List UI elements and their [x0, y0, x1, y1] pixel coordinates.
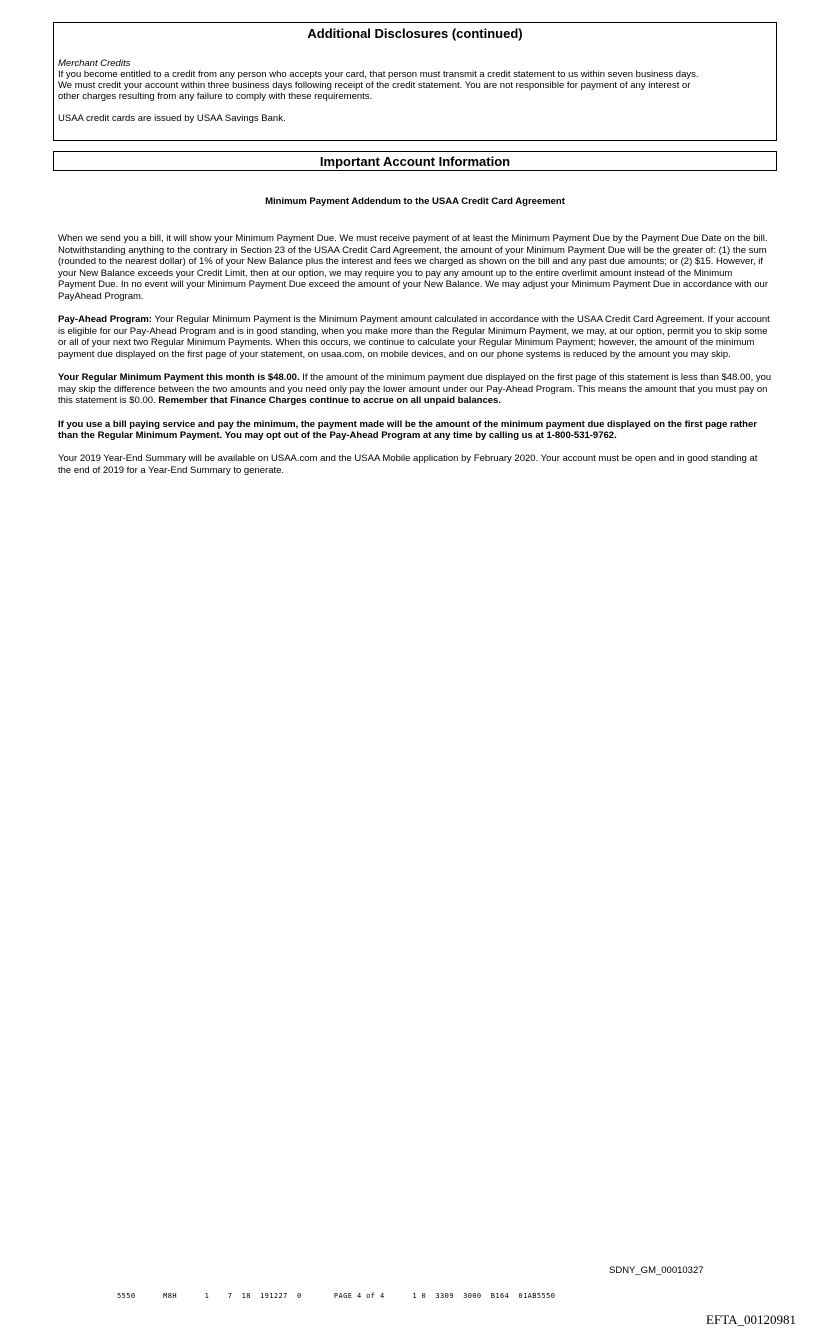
year-end-summary-paragraph: Your 2019 Year-End Summary will be available on USAA.com and the USAA Mobile application by February 2020. Your account must be open and in good standing at the end of 2019 for a Year-End Summary to generate.	[58, 453, 758, 476]
bill-paying-service-paragraph: If you use a bill paying service and pay the minimum, the payment made will be the amount of the minimum payment due displayed on the first page rather than the Regular Minimum Payment. You may opt out of the Pay-Ahead Program at any time by calling us at 1-800-531-9762.	[58, 418, 757, 442]
important-account-information-title: Important Account Information	[319, 154, 511, 169]
additional-disclosures-title: Additional Disclosures (continued)	[307, 26, 523, 41]
document-id: SDNY_GM_00010327	[609, 1265, 704, 1276]
important-account-information-box	[53, 151, 777, 171]
efta-number: EFTA_00120981	[706, 1312, 796, 1327]
additional-disclosures-box	[53, 22, 777, 141]
addendum-title: Minimum Payment Addendum to the USAA Credit Card Agreement	[265, 196, 565, 207]
regular-minimum-payment-paragraph	[58, 372, 772, 407]
card-issuer-statement: USAA credit cards are issued by USAA Savings Bank.	[58, 113, 286, 124]
finance-charges-warning: Remember that Finance Charges continue to accrue on all unpaid balances.	[158, 395, 501, 407]
addendum-body	[58, 233, 772, 488]
merchant-credits-line-2: We must credit your account within three business days following receipt of the credit statement. You are not responsible for payment of any interest or	[58, 80, 691, 91]
merchant-credits-heading: Merchant Credits	[58, 58, 131, 69]
regular-minimum-payment-text: If the amount of the minimum payment due displayed on the first page of this statement is less than $48.00, you may skip the difference between the two amounts and you need only pay the lower amount under our Pay-Ahead Program. This means the amount that you must pay on this statement is $0.00.	[58, 372, 772, 407]
pay-ahead-text: Your Regular Minimum Payment is the Minimum Payment amount calculated in accordance with the USAA Credit Card Agreement. If your account is eligible for our Pay-Ahead Program and is in good standing, when you make more than the Regular Minimum Payment, we may, at our option, permit you to skip some or all of your next two Regular Minimum Payments. When this occurs, we continue to calculate your Regular Minimum Payment; however, the amount of the minimum payment due displayed on the first page of your statement, on usaa.com, on mobile devices, and on our phone systems is reduced by the amount you may skip.	[58, 314, 770, 360]
minimum-payment-paragraph: When we send you a bill, it will show your Minimum Payment Due. We must receive payment of at least the Minimum Payment Due by the Payment Due Date on the bill. Notwithstanding anything to the contrary in Section 23 of the USAA Credit Card Agreement, the amount of your Minimum Payment Due will be the greater of: (1) the sum (rounded to the nearest dollar) of 1% of your New Balance plus the interest and fees we charged as shown on the bill and any past due amounts; or (2) $15. However, if your New Balance exceeds your Credit Limit, then at our option, we may require you to pay any amount up to the entire overlimit amount instead of the Minimum Payment Due. In no event will your Minimum Payment Due exceed the amount of your New Balance. We may adjust your Minimum Payment Due in accordance with our PayAhead Program.	[58, 233, 769, 302]
merchant-credits-line-3: other charges resulting from any failure to comply with these requirements.	[58, 91, 373, 102]
merchant-credits-line-1: If you become entitled to a credit from any person who accepts your card, that person must transmit a credit statement to us within seven business days.	[58, 69, 699, 80]
statement-footer-codes: 5550 M8H 1 7 18 191227 0 PAGE 4 of 4 1 0 3309 3000 B164 01AB5550	[117, 1292, 556, 1300]
regular-minimum-payment-amount: Your Regular Minimum Payment this month is $48.00.	[58, 372, 300, 384]
pay-ahead-paragraph	[58, 314, 772, 360]
pay-ahead-label: Pay-Ahead Program:	[58, 314, 152, 326]
